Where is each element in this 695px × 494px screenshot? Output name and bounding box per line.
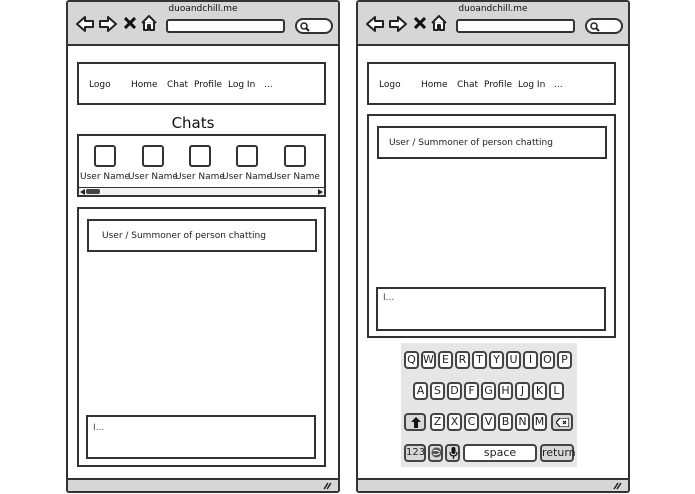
resize-grip-icon[interactable] [613, 482, 622, 490]
backspace-key[interactable] [551, 413, 573, 431]
globe-icon [431, 447, 442, 458]
right-browser-toolbar [358, 2, 628, 46]
user-avatar[interactable] [189, 145, 211, 167]
message-input-placeholder: I... [383, 293, 395, 303]
user-avatar[interactable] [284, 145, 306, 167]
right-url-text: duoandchill.me [458, 4, 528, 14]
key-r[interactable]: R [455, 351, 470, 369]
user-avatar[interactable] [142, 145, 164, 167]
user-avatar[interactable] [94, 145, 116, 167]
chat-header [87, 219, 317, 252]
nav-logo[interactable]: Logo [379, 80, 401, 90]
close-icon[interactable] [414, 17, 426, 29]
home-icon[interactable] [141, 15, 157, 31]
user-name-label[interactable]: User Name [80, 172, 130, 182]
key-f[interactable]: F [464, 382, 479, 400]
key-y[interactable]: Y [489, 351, 504, 369]
user-avatar[interactable] [236, 145, 258, 167]
nav-login[interactable]: Log In [228, 80, 256, 90]
home-icon[interactable] [431, 15, 447, 31]
key-d[interactable]: D [447, 382, 462, 400]
key-q[interactable]: Q [404, 351, 419, 369]
left-browser-toolbar [68, 2, 338, 46]
nav-chat[interactable]: Chat [167, 80, 189, 90]
return-key[interactable]: return [540, 444, 574, 462]
chat-header-text: User / Summoner of person chatting [389, 138, 553, 148]
message-input[interactable] [376, 287, 606, 331]
key-u[interactable]: U [506, 351, 521, 369]
message-input-placeholder: I... [93, 423, 105, 433]
key-m[interactable]: M [532, 413, 547, 431]
on-screen-keyboard [401, 343, 577, 467]
left-search-field[interactable] [295, 18, 333, 34]
search-icon [300, 22, 310, 32]
key-e[interactable]: E [438, 351, 453, 369]
left-phone-frame [66, 0, 340, 493]
scroll-left-icon[interactable] [80, 189, 85, 195]
key-x[interactable]: X [447, 413, 462, 431]
key-z[interactable]: Z [430, 413, 445, 431]
right-address-bar[interactable] [456, 19, 575, 33]
left-url-text: duoandchill.me [168, 4, 238, 14]
nav-more[interactable]: ... [554, 80, 563, 90]
right-phone-frame [356, 0, 630, 493]
key-i[interactable]: I [523, 351, 538, 369]
close-icon[interactable] [124, 17, 136, 29]
key-s[interactable]: S [430, 382, 445, 400]
nav-home[interactable]: Home [421, 80, 448, 90]
key-b[interactable]: B [498, 413, 513, 431]
chat-panel [367, 114, 616, 338]
right-status-bar [358, 478, 628, 491]
shift-icon [411, 417, 421, 428]
right-search-field[interactable] [585, 18, 623, 34]
nav-chat[interactable]: Chat [457, 80, 479, 90]
forward-arrow-icon[interactable] [389, 16, 407, 32]
key-o[interactable]: O [540, 351, 555, 369]
search-icon [590, 22, 600, 32]
key-a[interactable]: A [413, 382, 428, 400]
horizontal-scrollbar[interactable] [79, 187, 324, 195]
user-name-label[interactable]: User Name [128, 172, 178, 182]
user-name-label[interactable]: User Name [222, 172, 272, 182]
user-name-label[interactable]: User Name [270, 172, 320, 182]
key-j[interactable]: J [515, 382, 530, 400]
nav-more[interactable]: ... [264, 80, 273, 90]
shift-key[interactable] [404, 413, 426, 431]
nav-profile[interactable]: Profile [484, 80, 512, 90]
resize-grip-icon[interactable] [323, 482, 332, 490]
key-p[interactable]: P [557, 351, 572, 369]
user-list-panel [77, 134, 326, 197]
page-title: Chats [171, 114, 215, 132]
back-arrow-icon[interactable] [366, 16, 384, 32]
chat-panel [77, 207, 326, 467]
key-h[interactable]: H [498, 382, 513, 400]
key-k[interactable]: K [532, 382, 547, 400]
user-name-label[interactable]: User Name [175, 172, 225, 182]
nav-login[interactable]: Log In [518, 80, 546, 90]
nav-logo[interactable]: Logo [89, 80, 111, 90]
key-w[interactable]: W [421, 351, 436, 369]
globe-key[interactable] [428, 444, 443, 462]
key-g[interactable]: G [481, 382, 496, 400]
message-input[interactable] [86, 415, 316, 459]
chat-header [377, 126, 607, 159]
key-n[interactable]: N [515, 413, 530, 431]
key-c[interactable]: C [464, 413, 479, 431]
nav-profile[interactable]: Profile [194, 80, 222, 90]
left-status-bar [68, 478, 338, 491]
key-v[interactable]: V [481, 413, 496, 431]
microphone-icon [449, 447, 458, 459]
scroll-right-icon[interactable] [318, 189, 323, 195]
scrollbar-thumb[interactable] [86, 189, 100, 194]
chat-header-text: User / Summoner of person chatting [102, 231, 266, 241]
left-nav-bar [77, 62, 326, 105]
right-nav-bar [367, 62, 616, 105]
microphone-key[interactable] [445, 444, 460, 462]
backspace-icon [556, 418, 569, 427]
space-key[interactable]: space [463, 444, 537, 462]
numbers-key[interactable]: 123 [404, 444, 426, 462]
nav-home[interactable]: Home [131, 80, 158, 90]
left-address-bar[interactable] [166, 19, 285, 33]
key-t[interactable]: T [472, 351, 487, 369]
forward-arrow-icon[interactable] [99, 16, 117, 32]
key-l[interactable]: L [549, 382, 564, 400]
back-arrow-icon[interactable] [76, 16, 94, 32]
